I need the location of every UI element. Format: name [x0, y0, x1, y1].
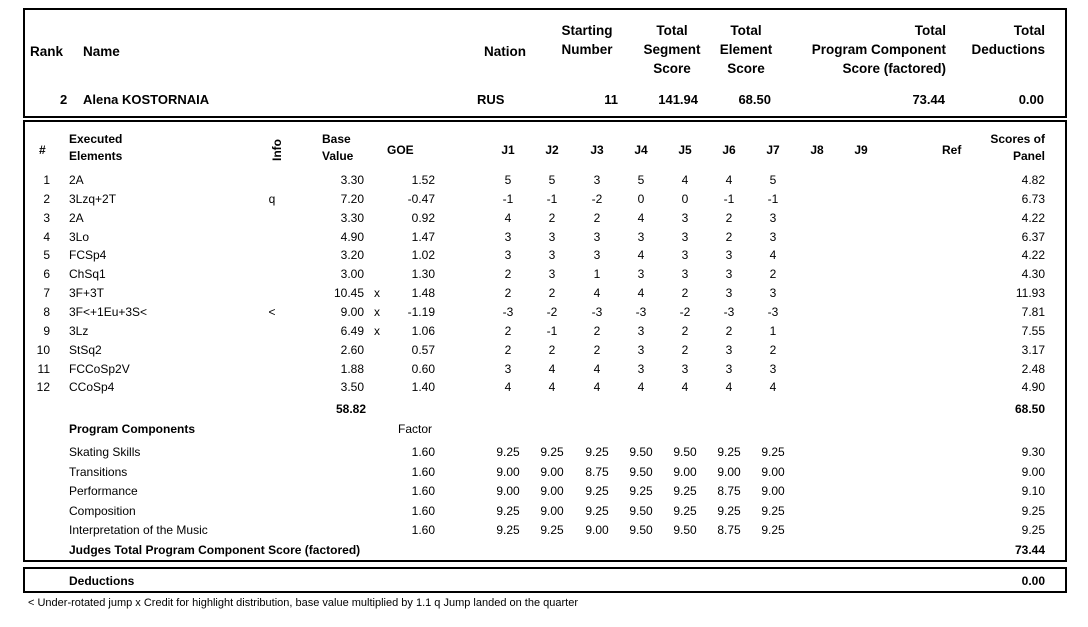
judge-mark: -1 — [546, 192, 558, 206]
element-number: 1 — [43, 173, 50, 187]
component-factor: 1.60 — [411, 465, 435, 479]
component-factor: 1.60 — [411, 504, 435, 518]
element-info: < — [268, 305, 276, 319]
judge-mark: -1 — [767, 192, 779, 206]
element-name: 3Lzq+2T — [69, 192, 117, 206]
judge-mark: 3 — [548, 248, 556, 262]
legend-note: < Under-rotated jump x Credit for highlight distribution, base value multiplied by 1.1 q Jump landed on the quarter — [28, 597, 579, 609]
skater-deductions: 0.00 — [1018, 92, 1044, 107]
judge-mark: -3 — [723, 305, 735, 319]
components-total-label: Judges Total Program Component Score (factored) — [69, 543, 361, 557]
skater-start-number: 11 — [604, 92, 618, 107]
judge-mark: 9.25 — [585, 504, 609, 518]
judge-mark: 9.00 — [540, 465, 564, 479]
element-info: q — [268, 192, 276, 206]
judge-header: J1 — [501, 143, 515, 157]
col-start-header: Starting Number — [561, 23, 613, 57]
judge-mark: 9.25 — [717, 504, 741, 518]
element-base-value: 3.00 — [340, 267, 364, 281]
judge-mark: 3 — [769, 286, 777, 300]
element-panel-score: 7.81 — [1021, 305, 1045, 319]
element-panel-score: 4.30 — [1021, 267, 1045, 281]
judge-mark: 4 — [593, 380, 601, 394]
element-name: 2A — [69, 211, 84, 225]
judge-mark: 9.00 — [585, 523, 609, 537]
judge-mark: 2 — [681, 343, 689, 357]
element-x-flag: x — [374, 286, 380, 300]
judge-mark: 2 — [548, 211, 556, 225]
element-number: 7 — [43, 286, 50, 300]
element-base-value: 6.49 — [340, 324, 364, 338]
element-panel-score: 2.48 — [1021, 362, 1045, 376]
deductions-score: 0.00 — [1021, 574, 1045, 588]
judge-mark: 4 — [637, 380, 645, 394]
judge-mark: 9.00 — [761, 484, 785, 498]
element-goe: 1.52 — [411, 173, 435, 187]
judge-mark: 4 — [725, 380, 733, 394]
element-number: 5 — [43, 248, 50, 262]
judge-mark: 9.25 — [673, 504, 697, 518]
element-base-value: 7.20 — [340, 192, 364, 206]
judge-mark: 3 — [725, 362, 733, 376]
judge-mark: 2 — [548, 343, 556, 357]
col-base-header: Base Value — [322, 132, 354, 163]
judge-mark: 8.75 — [717, 523, 741, 537]
col-executed-header: Executed Elements — [69, 132, 123, 163]
element-name: FCCoSp2V — [69, 362, 130, 376]
element-name: 3F+3T — [69, 286, 105, 300]
component-name: Skating Skills — [69, 445, 141, 459]
judge-mark: 2 — [593, 343, 601, 357]
element-name: StSq2 — [69, 343, 102, 357]
judge-mark: 9.25 — [761, 523, 785, 537]
judge-mark: 9.25 — [496, 504, 520, 518]
judge-mark: 2 — [504, 286, 512, 300]
component-panel-score: 9.25 — [1021, 504, 1045, 518]
judge-mark: 9.00 — [540, 504, 564, 518]
judge-mark: 3 — [504, 362, 512, 376]
judge-mark: 2 — [769, 267, 777, 281]
judge-mark: 9.00 — [496, 484, 520, 498]
col-scores-header: Scores of Panel — [990, 132, 1045, 163]
col-tss-header: Total Segment Score — [643, 23, 701, 76]
judge-header: J4 — [634, 143, 648, 157]
judge-mark: 3 — [637, 343, 645, 357]
judge-mark: 3 — [681, 248, 689, 262]
element-base-value: 2.60 — [340, 343, 364, 357]
judge-mark: 3 — [681, 267, 689, 281]
skater-tes: 68.50 — [738, 92, 771, 107]
element-panel-score: 4.22 — [1021, 211, 1045, 225]
judge-mark: 3 — [548, 267, 556, 281]
elements-score-total: 68.50 — [1014, 402, 1045, 416]
judge-mark: 3 — [769, 211, 777, 225]
judge-mark: 2 — [725, 324, 733, 338]
judge-mark: 3 — [548, 230, 556, 244]
judge-mark: 9.50 — [629, 465, 653, 479]
component-panel-score: 9.25 — [1021, 523, 1045, 537]
col-ded-header: Total Deductions — [971, 23, 1045, 57]
element-number: 9 — [43, 324, 50, 338]
judge-mark: 4 — [548, 380, 556, 394]
components-title: Program Components — [69, 422, 196, 436]
judge-mark: 4 — [504, 380, 512, 394]
element-panel-score: 4.82 — [1021, 173, 1045, 187]
judge-mark: -1 — [502, 192, 514, 206]
judge-mark: 2 — [725, 211, 733, 225]
judge-mark: 5 — [504, 173, 512, 187]
judge-mark: 2 — [504, 343, 512, 357]
element-number: 4 — [43, 230, 50, 244]
element-name: FCSp4 — [69, 248, 107, 262]
judge-mark: 8.75 — [585, 465, 609, 479]
judge-mark: 4 — [637, 211, 645, 225]
judge-mark: 8.75 — [717, 484, 741, 498]
judge-mark: -3 — [767, 305, 779, 319]
element-goe: 1.48 — [411, 286, 435, 300]
judge-mark: 9.00 — [673, 465, 697, 479]
judge-mark: 3 — [593, 248, 601, 262]
judge-mark: 9.25 — [673, 484, 697, 498]
element-name: 3Lz — [69, 324, 89, 338]
element-number: 3 — [43, 211, 50, 225]
components-total-score: 73.44 — [1014, 543, 1045, 557]
judge-mark: 3 — [769, 362, 777, 376]
element-goe: 1.47 — [411, 230, 435, 244]
judge-mark: 9.25 — [496, 445, 520, 459]
judge-header: J6 — [722, 143, 736, 157]
element-number: 6 — [43, 267, 50, 281]
judge-mark: 2 — [681, 324, 689, 338]
judge-mark: -2 — [679, 305, 691, 319]
judge-mark: 9.25 — [585, 445, 609, 459]
element-panel-score: 6.37 — [1021, 230, 1045, 244]
judge-header: J9 — [854, 143, 868, 157]
judge-mark: 9.25 — [540, 445, 564, 459]
judge-mark: 3 — [725, 343, 733, 357]
judge-mark: 9.25 — [761, 504, 785, 518]
judge-mark: 3 — [725, 248, 733, 262]
skater-name: Alena KOSTORNAIA — [83, 92, 210, 107]
component-panel-score: 9.10 — [1021, 484, 1045, 498]
judge-mark: 1 — [769, 324, 777, 338]
element-base-value: 1.88 — [340, 362, 364, 376]
skater-rank: 2 — [60, 92, 68, 107]
judge-mark: 4 — [769, 380, 777, 394]
judge-mark: 4 — [593, 362, 601, 376]
col-goe-header: GOE — [387, 143, 414, 157]
element-name: 3Lo — [69, 230, 90, 244]
judge-mark: 0 — [681, 192, 689, 206]
judge-mark: 4 — [725, 173, 733, 187]
judge-mark: -2 — [591, 192, 603, 206]
judge-mark: 3 — [504, 230, 512, 244]
judge-mark: 3 — [637, 230, 645, 244]
judge-mark: -1 — [723, 192, 735, 206]
element-base-value: 3.20 — [340, 248, 364, 262]
judge-header: J7 — [766, 143, 780, 157]
judge-mark: 5 — [769, 173, 777, 187]
element-goe: 0.60 — [411, 362, 435, 376]
component-name: Performance — [69, 484, 138, 498]
element-name: 2A — [69, 173, 84, 187]
judge-mark: 4 — [637, 286, 645, 300]
element-x-flag: x — [374, 305, 380, 319]
judge-mark: 9.50 — [629, 445, 653, 459]
judge-mark: 5 — [548, 173, 556, 187]
judge-mark: 3 — [637, 267, 645, 281]
judge-mark: 4 — [769, 248, 777, 262]
judge-mark: -3 — [502, 305, 514, 319]
element-goe: -0.47 — [407, 192, 435, 206]
judge-mark: 4 — [681, 380, 689, 394]
elements-base-total: 58.82 — [335, 402, 366, 416]
judge-mark: -3 — [591, 305, 603, 319]
component-name: Interpretation of the Music — [69, 523, 208, 537]
element-panel-score: 4.90 — [1021, 380, 1045, 394]
col-tes-header: Total Element Score — [719, 23, 773, 76]
judge-mark: 3 — [681, 211, 689, 225]
judge-mark: 9.25 — [540, 523, 564, 537]
judge-mark: 9.00 — [761, 465, 785, 479]
judge-mark: 9.00 — [717, 465, 741, 479]
element-goe: -1.19 — [407, 305, 435, 319]
col-name-header: Name — [83, 44, 120, 59]
judge-mark: 2 — [725, 230, 733, 244]
judge-mark: 9.25 — [761, 445, 785, 459]
element-base-value: 10.45 — [333, 286, 364, 300]
element-x-flag: x — [374, 324, 380, 338]
judge-mark: 1 — [593, 267, 601, 281]
judge-mark: -3 — [635, 305, 647, 319]
judge-header: J5 — [678, 143, 692, 157]
deductions-box — [23, 567, 1067, 593]
element-name: ChSq1 — [69, 267, 106, 281]
col-ref-header: Ref — [942, 143, 962, 157]
judge-mark: 3 — [725, 267, 733, 281]
judge-mark: 3 — [637, 324, 645, 338]
component-factor: 1.60 — [411, 523, 435, 537]
judge-mark: 9.25 — [496, 523, 520, 537]
element-base-value: 9.00 — [340, 305, 364, 319]
judge-mark: 9.00 — [540, 484, 564, 498]
judge-mark: 9.50 — [673, 445, 697, 459]
judge-mark: 9.50 — [673, 523, 697, 537]
judge-mark: 3 — [681, 362, 689, 376]
judge-header: J3 — [590, 143, 604, 157]
component-name: Transitions — [69, 465, 128, 479]
judge-mark: -1 — [546, 324, 558, 338]
component-panel-score: 9.00 — [1021, 465, 1045, 479]
element-name: CCoSp4 — [69, 380, 115, 394]
component-name: Composition — [69, 504, 136, 518]
component-panel-score: 9.30 — [1021, 445, 1045, 459]
col-pcs-header: Total Program Component Score (factored) — [811, 23, 946, 76]
judge-mark: 3 — [504, 248, 512, 262]
judge-mark: 2 — [593, 324, 601, 338]
element-number: 11 — [37, 362, 50, 376]
judge-mark: 3 — [593, 173, 601, 187]
element-goe: 1.40 — [411, 380, 435, 394]
element-number: 12 — [36, 380, 50, 394]
element-goe: 1.02 — [411, 248, 435, 262]
col-info-header: Info — [270, 139, 284, 161]
judge-mark: 4 — [593, 286, 601, 300]
judge-mark: 2 — [593, 211, 601, 225]
deductions-label: Deductions — [69, 574, 135, 588]
element-number: 2 — [43, 192, 50, 206]
judge-mark: 9.25 — [717, 445, 741, 459]
element-name: 3F<+1Eu+3S< — [69, 305, 148, 319]
element-number: 8 — [43, 305, 50, 319]
judge-mark: 3 — [769, 230, 777, 244]
judge-mark: 5 — [637, 173, 645, 187]
judge-mark: 4 — [504, 211, 512, 225]
judge-mark: 9.25 — [585, 484, 609, 498]
element-base-value: 4.90 — [340, 230, 364, 244]
element-panel-score: 3.17 — [1021, 343, 1045, 357]
element-panel-score: 7.55 — [1021, 324, 1045, 338]
component-factor: 1.60 — [411, 484, 435, 498]
col-nation-header: Nation — [484, 44, 526, 59]
element-goe: 1.06 — [411, 324, 435, 338]
judge-mark: 2 — [504, 324, 512, 338]
judge-mark: 9.50 — [629, 523, 653, 537]
judge-header: J8 — [810, 143, 824, 157]
judge-mark: 2 — [681, 286, 689, 300]
element-number: 10 — [36, 343, 50, 357]
judge-mark: 2 — [504, 267, 512, 281]
judge-mark: 9.00 — [496, 465, 520, 479]
col-num-header: # — [39, 143, 46, 157]
element-panel-score: 11.93 — [1015, 286, 1045, 300]
judge-mark: 0 — [637, 192, 645, 206]
judge-header: J2 — [545, 143, 559, 157]
judge-mark: 3 — [637, 362, 645, 376]
skater-pcs: 73.44 — [912, 92, 945, 107]
element-panel-score: 4.22 — [1021, 248, 1045, 262]
judge-mark: 2 — [548, 286, 556, 300]
element-base-value: 3.50 — [340, 380, 364, 394]
element-panel-score: 6.73 — [1021, 192, 1045, 206]
element-base-value: 3.30 — [340, 173, 364, 187]
skater-nation: RUS — [477, 92, 505, 107]
skater-tss: 141.94 — [658, 92, 698, 107]
judge-mark: 3 — [681, 230, 689, 244]
col-rank-header: Rank — [30, 44, 64, 59]
judge-mark: 4 — [637, 248, 645, 262]
component-factor: 1.60 — [411, 445, 435, 459]
judge-mark: 4 — [681, 173, 689, 187]
judge-mark: 9.50 — [629, 504, 653, 518]
judge-mark: 4 — [548, 362, 556, 376]
judge-mark: 3 — [593, 230, 601, 244]
components-factor-header: Factor — [398, 422, 433, 436]
judge-mark: 2 — [769, 343, 777, 357]
element-goe: 0.92 — [411, 211, 435, 225]
element-goe: 0.57 — [411, 343, 435, 357]
element-goe: 1.30 — [411, 267, 435, 281]
element-base-value: 3.30 — [340, 211, 364, 225]
judge-mark: 3 — [725, 286, 733, 300]
judge-mark: -2 — [546, 305, 558, 319]
judge-mark: 9.25 — [629, 484, 653, 498]
